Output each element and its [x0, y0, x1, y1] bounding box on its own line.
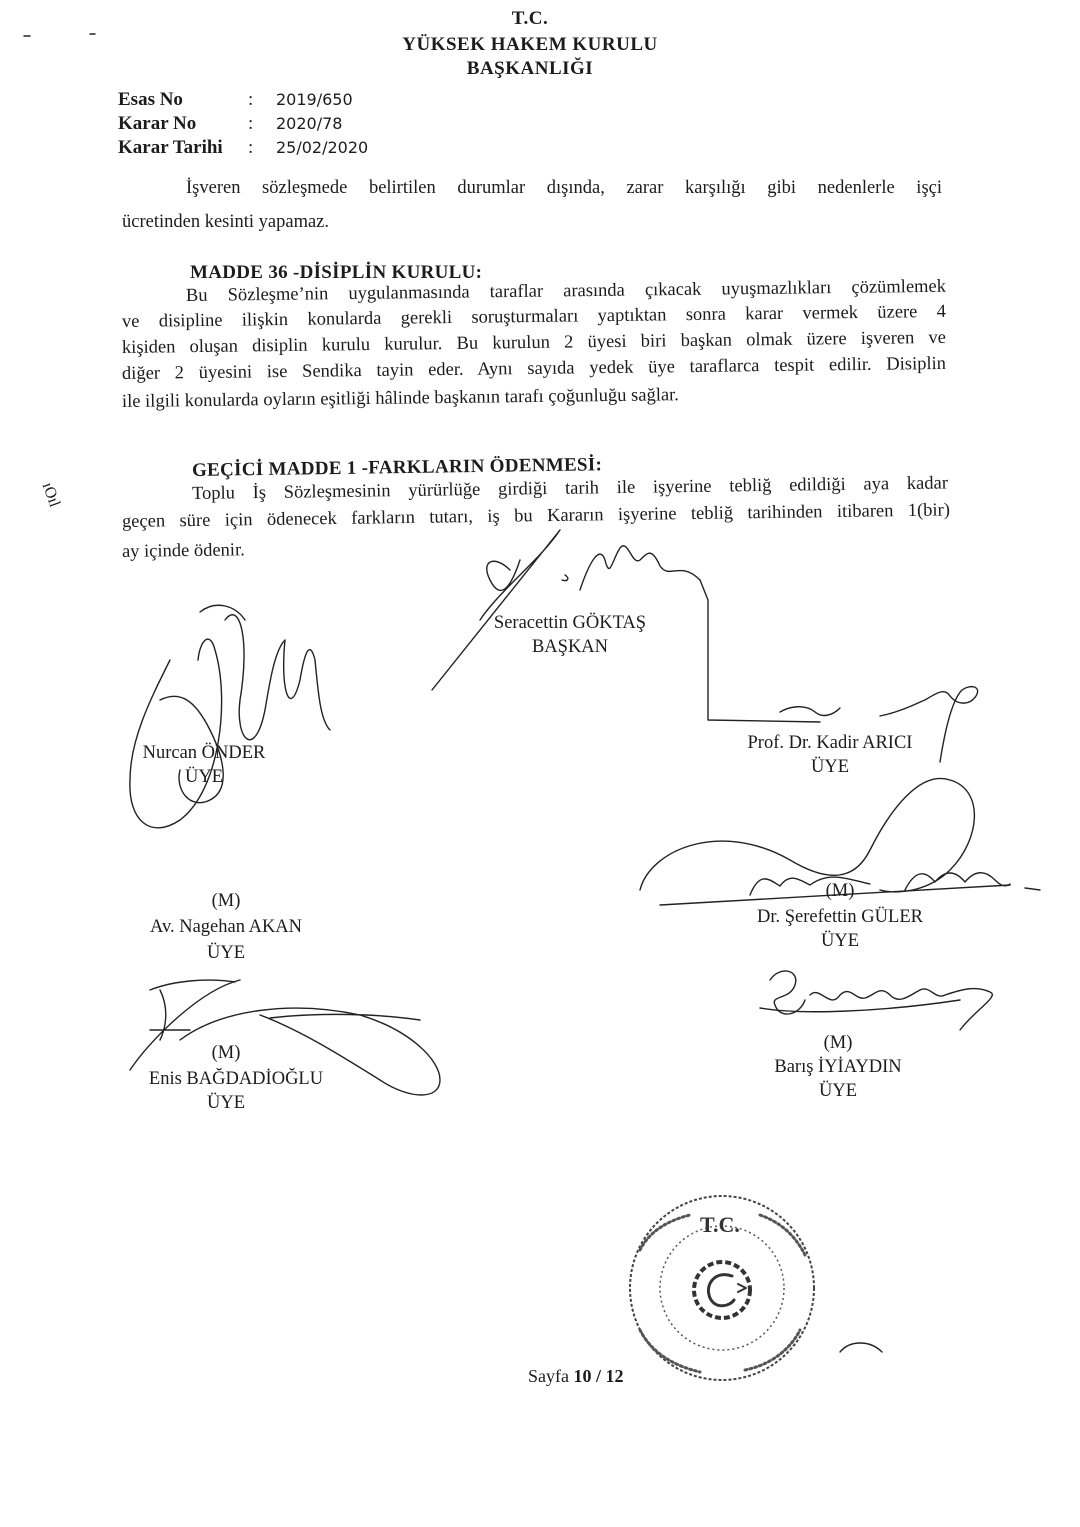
meta-tarih-key: Karar Tarihi	[118, 137, 223, 158]
member5-role: ÜYE	[206, 1093, 246, 1113]
seal-tick-mark	[840, 1343, 882, 1352]
gecici-line1: Toplu İş Sözleşmesinin yürürlüğe girdiği tarih ile işyerine tebliğ edildiği aya kadar	[191, 473, 949, 504]
meta-esas-key: Esas No	[118, 89, 183, 110]
para1-line2: ücretinden kesinti yapamaz.	[122, 212, 330, 232]
member4-name: Dr. Şerefettin GÜLER	[757, 907, 923, 927]
member3-name: Av. Nagehan AKAN	[149, 917, 303, 937]
page-total: 12	[605, 1366, 624, 1386]
member5-name: Enis BAĞDADİOĞLU	[148, 1069, 324, 1089]
meta-colon: :	[248, 89, 254, 110]
member3-mark: (M)	[211, 891, 241, 911]
member1-role: ÜYE	[184, 767, 224, 787]
president-role: BAŞKAN	[531, 637, 609, 657]
member4-signature	[640, 778, 1040, 905]
member1-name: Nurcan ÖNDER	[142, 743, 266, 763]
madde36-line5: ile ilgili konularda oyların eşitliği hâlinde başkanın tarafı çoğunluğu sağlar.	[121, 385, 679, 412]
meta-karar-key: Karar No	[118, 113, 197, 134]
scan-specks	[24, 34, 95, 36]
madde36-title: MADDE 36 -DİSİPLİN KURULU:	[190, 262, 483, 283]
member2-role: ÜYE	[810, 757, 850, 777]
header-institution: YÜKSEK HAKEM KURULU	[402, 34, 658, 55]
madde36-line4: diğer 2 üyesini ise Sendika tayin eder. Aynı sayıda yedek üye taraflarca tespit edilir. Disiplin	[121, 353, 947, 384]
member2-signature	[780, 687, 978, 762]
seal-text: T.C.	[700, 1212, 740, 1237]
president-name: Seracettin GÖKTAŞ	[493, 613, 647, 633]
member4-mark: (M)	[825, 881, 855, 901]
official-seal	[630, 1196, 814, 1380]
member6-name: Barış İYİAYDIN	[774, 1057, 902, 1077]
member3-role: ÜYE	[206, 943, 246, 963]
member5-mark: (M)	[211, 1043, 241, 1063]
margin-note: ıOıl	[38, 480, 64, 510]
member6-role: ÜYE	[818, 1081, 858, 1101]
header-presidency: BAŞKANLIĞI	[466, 58, 594, 79]
gecici-line2: geçen süre için ödenecek farkların tutarı, iş bu Kararın işyerine tebliğ tarihinden itibaren 1(bir)	[121, 500, 951, 532]
member1-signature	[130, 605, 330, 828]
gecici-line3: ay içinde ödenir.	[121, 540, 245, 562]
gecici-title: GEÇİCİ MADDE 1 -FARKLARIN ÖDENMESİ:	[191, 454, 603, 481]
madde36-line3: kişiden oluşan disiplin kurulu kurulur. Bu kurulun 2 üyesi biri başkan olmak üzere işveren ve	[121, 327, 947, 358]
madde36-line1: Bu Sözleşme’nin uygulanmasında taraflar arasında çıkacak uyuşmazlıkları çözümlemek	[185, 276, 947, 306]
member5-signature	[130, 980, 440, 1095]
meta-colon: :	[248, 137, 254, 158]
meta-karar-value: 2020/78	[276, 114, 343, 133]
member6-signature	[760, 971, 992, 1030]
meta-tarih-value: 25/02/2020	[276, 138, 369, 157]
member4-role: ÜYE	[820, 931, 860, 951]
president-signature	[432, 530, 820, 722]
page-current: 10	[573, 1366, 592, 1386]
meta-esas-value: 2019/650	[276, 90, 353, 109]
member6-mark: (M)	[823, 1033, 853, 1053]
madde36-line2: ve disipline ilişkin konularda gerekli soruşturmaları yaptıktan sonra karar vermek üzere 4	[121, 301, 947, 332]
header-tc: T.C.	[511, 8, 549, 29]
member2-name: Prof. Dr. Kadir ARICI	[747, 733, 913, 753]
meta-colon: :	[248, 113, 254, 134]
page-prefix: Sayfa	[528, 1366, 569, 1386]
page-number	[528, 1366, 624, 1387]
page-sep: /	[595, 1366, 601, 1386]
para1-line1: İşveren sözleşmede belirtilen durumlar dışında, zarar karşılığı gibi nedenlerle işçi	[186, 178, 942, 198]
